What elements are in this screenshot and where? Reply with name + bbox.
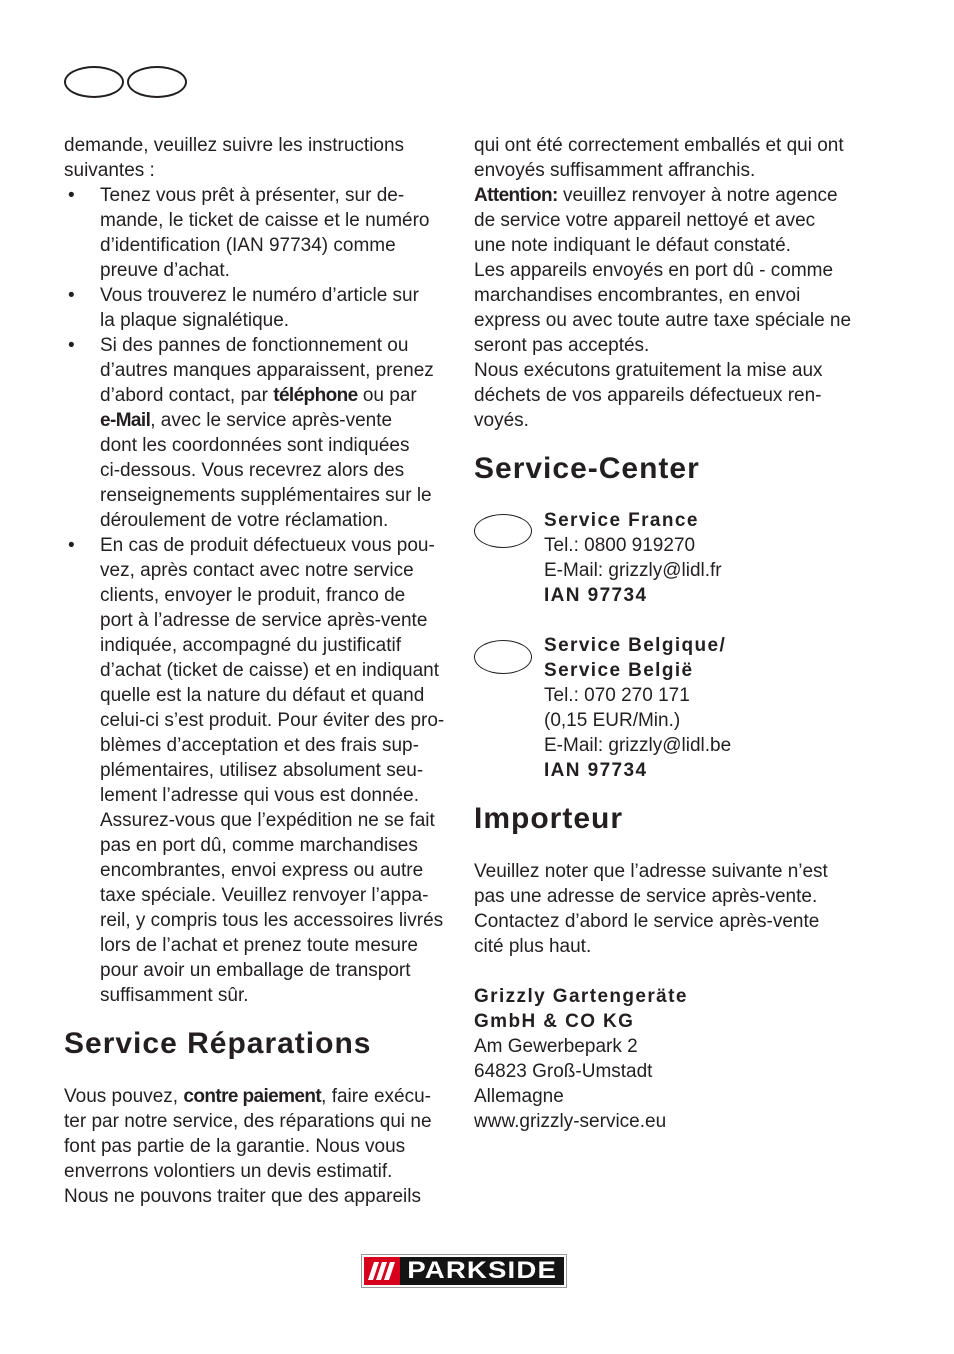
text-line: Veuillez noter que l’adresse suivante n’est: [474, 861, 828, 882]
text-line: encombrantes, envoi express ou autre: [100, 860, 424, 881]
text-line: mande, le ticket de caisse et le numéro: [100, 210, 430, 231]
text-line: taxe spéciale. Veuillez renvoyer l’appa-: [100, 885, 429, 906]
text-line: ter par notre service, des réparations qui ne: [64, 1111, 432, 1132]
language-badge-oval: [64, 66, 124, 98]
bullet-item: [64, 283, 456, 333]
text-line: une note indiquant le défaut constaté.: [474, 235, 791, 256]
language-badge-oval: [127, 66, 187, 98]
bold-term-email: e-Mail: [100, 410, 151, 431]
text-line: suivantes :: [64, 160, 155, 181]
text-line: d’achat (ticket de caisse) et en indiquant: [100, 660, 440, 681]
text-line: [100, 383, 456, 408]
text-line: font pas partie de la garantie. Nous vous: [64, 1136, 406, 1157]
text-segment: , faire exécu-: [321, 1086, 431, 1107]
bullet-marker: •: [68, 535, 75, 556]
text-line: pas une adresse de service après-vente.: [474, 886, 818, 907]
parkside-logo: [361, 1254, 567, 1288]
section-heading-service-center: Service-Center: [474, 452, 700, 485]
text-line: pas en port dû, comme marchandises: [100, 835, 418, 856]
text-line: d’identification (IAN 97734) comme: [100, 235, 396, 256]
section-heading-service-reparations: Service Réparations: [64, 1027, 372, 1060]
text-line: blèmes d’acceptation et des frais sup-: [100, 735, 419, 756]
text-line: d’autres manques apparaissent, prenez: [100, 360, 434, 381]
text-line: indiquée, accompagné du justificatif: [100, 635, 402, 656]
text-line: Nous ne pouvons traiter que des appareils: [64, 1186, 422, 1207]
text-line: Assurez-vous que l’expédition ne se fait: [100, 810, 435, 831]
address-line: Allemagne: [474, 1086, 564, 1107]
company-name: GmbH & CO KG: [474, 1011, 635, 1032]
text-segment: d’abord contact, par: [100, 385, 274, 406]
service-rate: (0,15 EUR/Min.): [544, 710, 681, 731]
text-line: [100, 408, 456, 433]
text-line: [474, 183, 874, 208]
service-name: Service Belgique/: [544, 635, 727, 656]
section-heading-importeur: Importeur: [474, 802, 624, 835]
text-line: Tenez vous prêt à présenter, sur de-: [100, 185, 405, 206]
bullet-marker: •: [68, 285, 75, 306]
logo-text: PARKSIDE: [407, 1257, 557, 1284]
service-name: Service België: [544, 660, 694, 681]
company-name: Grizzly Gartengeräte: [474, 986, 688, 1007]
text-segment: , avec le service après-vente: [150, 410, 393, 431]
service-phone: Tel.: 070 270 171: [544, 685, 690, 706]
text-line: déchets de vos appareils défectueux ren-: [474, 385, 822, 406]
repairs-paragraph: [64, 1084, 456, 1209]
text-line: pour avoir un emballage de transport: [100, 960, 411, 981]
address-line: Am Gewerbepark 2: [474, 1036, 638, 1057]
bullet-item: [64, 333, 456, 533]
text-line: la plaque signalétique.: [100, 310, 290, 331]
website: www.grizzly-service.eu: [474, 1111, 667, 1132]
text-line: vez, après contact avec notre service: [100, 560, 414, 581]
text-line: clients, envoyer le produit, franco de: [100, 585, 406, 606]
text-line: express ou avec toute autre taxe spéciale ne: [474, 310, 852, 331]
text-line: seront pas acceptés.: [474, 335, 650, 356]
text-line: quelle est la nature du défaut et quand: [100, 685, 425, 706]
service-email: E-Mail: grizzly@lidl.be: [544, 735, 732, 756]
text-line: lors de l’achat et prenez toute mesure: [100, 935, 418, 956]
text-line: voyés.: [474, 410, 529, 431]
text-line: plémentaires, utilisez absolument seu-: [100, 760, 424, 781]
text-line: [64, 1084, 456, 1109]
text-line: Nous exécutons gratuitement la mise aux: [474, 360, 823, 381]
bold-term-attention: Attention:: [474, 185, 558, 206]
text-line: enverrons volontiers un devis estimatif.: [64, 1161, 393, 1182]
service-contact-france: [544, 508, 854, 608]
text-line: qui ont été correctement emballés et qui ont: [474, 135, 844, 156]
text-line: En cas de produit défectueux vous pou-: [100, 535, 435, 556]
importer-address: [474, 984, 874, 1134]
logo-slashes-icon: [364, 1257, 400, 1285]
bullet-marker: •: [68, 185, 75, 206]
text-line: preuve d’achat.: [100, 260, 230, 281]
logo-wordmark: [400, 1257, 564, 1285]
text-line: Les appareils envoyés en port dû - comme: [474, 260, 834, 281]
text-line: Si des pannes de fonctionnement ou: [100, 335, 409, 356]
bullet-item: [64, 183, 456, 283]
text-line: ci-dessous. Vous recevrez alors des: [100, 460, 405, 481]
left-column: [64, 133, 456, 1008]
text-line: suffisamment sûr.: [100, 985, 249, 1006]
country-badge-oval: [474, 514, 532, 548]
text-line: celui-ci s’est produit. Pour éviter des pro-: [100, 710, 445, 731]
service-email: E-Mail: grizzly@lidl.fr: [544, 560, 722, 581]
text-segment: veuillez renvoyer à notre agence: [557, 185, 838, 206]
text-line: envoyés suffisamment affranchis.: [474, 160, 756, 181]
text-line: Vous trouverez le numéro d’article sur: [100, 285, 419, 306]
text-line: Contactez d’abord le service après-vente: [474, 911, 820, 932]
text-line: renseignements supplémentaires sur le: [100, 485, 432, 506]
country-badge-oval: [474, 640, 532, 674]
text-line: reil, y compris tous les accessoires livrés: [100, 910, 444, 931]
text-line: port à l’adresse de service après-vente: [100, 610, 428, 631]
text-line: marchandises encombrantes, en envoi: [474, 285, 801, 306]
text-line: dont les coordonnées sont indiquées: [100, 435, 410, 456]
bold-term-telephone: téléphone: [273, 385, 358, 406]
text-segment: ou par: [357, 385, 417, 406]
text-line: cité plus haut.: [474, 936, 592, 957]
text-line: déroulement de votre réclamation.: [100, 510, 389, 531]
right-column-paragraph: [474, 133, 874, 433]
service-phone: Tel.: 0800 919270: [544, 535, 696, 556]
service-ian: IAN 97734: [544, 760, 648, 781]
text-line: de service votre appareil nettoyé et avec: [474, 210, 816, 231]
bullet-item: [64, 533, 456, 1008]
text-line: lement l’adresse qui vous est donnée.: [100, 785, 419, 806]
service-name: Service France: [544, 510, 699, 531]
text-line: demande, veuillez suivre les instructions: [64, 135, 405, 156]
importer-note: [474, 859, 874, 959]
service-contact-belgium: [544, 633, 854, 783]
service-ian: IAN 97734: [544, 585, 648, 606]
bold-term-contre-paiement: contre paiement: [183, 1086, 322, 1107]
address-line: 64823 Groß-Umstadt: [474, 1061, 653, 1082]
bullet-marker: •: [68, 335, 75, 356]
text-segment: Vous pouvez,: [64, 1086, 184, 1107]
